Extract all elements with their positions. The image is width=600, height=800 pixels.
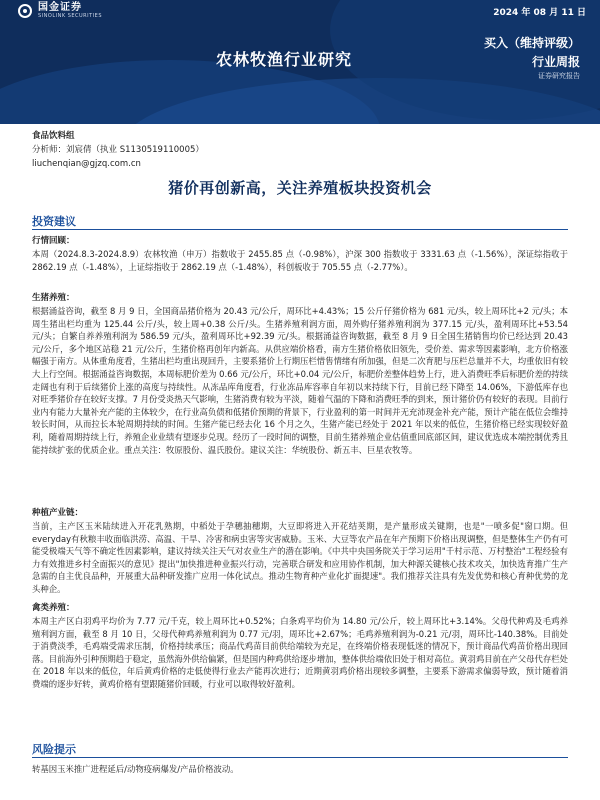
- rating: 买入（维持评级）: [483, 36, 580, 50]
- analyst-email[interactable]: liuchenqian@gjzq.com.cn: [32, 159, 141, 169]
- logo-name: 国金证券: [38, 2, 82, 13]
- paragraph-poultry: 本周主产区白羽鸡平均价为 7.77 元/千克，较上周环比+0.52%；白条鸡平均价为 14.80 元/公斤，较上周环比+3.14%。父母代种鸡及毛鸡养殖利润方面，截至 8 月 10 日，父母代种鸡养殖利润为 0.77 元/羽，周环比+2.67%；毛鸡养殖利润为-0.21 元/羽，周环比-140.38%。目前处于消费淡季，毛鸡端受需求压制，价格持续承压；商品代鸡苗目前供给端较为充足，在终端价格表现低迷的情况下，预计商品代鸡苗价格出现回落。目前海外引种预期趋于稳定，虽然海外供给偏紧，但是国内种鸡供给逐步增加，整体供给端依旧处于相对高位。黄羽鸡目前在产父母代存栏处在 2018 年以来的低位，年后黄鸡价格的走低使得行业去产能再次进行；近期黄羽鸡价格出现较多调整，主要系下游需求偏弱导致，预计随着消费端的逐步好转，黄鸡价格有望跟随猪价回暖，行业可以取得较好盈利。: [32, 616, 568, 689]
- section-title-invest: 投资建议: [32, 215, 76, 228]
- header-banner: [0, 0, 600, 124]
- report-type: 行业周报: [531, 55, 580, 69]
- sub-title-seed: 种植产业链：: [32, 508, 84, 518]
- logo-icon: [18, 4, 32, 18]
- report-date: 2024 年 08 月 11 日: [493, 8, 586, 18]
- analyst-info: [32, 129, 204, 171]
- sub-title-hog: 生猪养殖：: [32, 293, 75, 303]
- company-logo: [18, 0, 102, 22]
- paragraph-review: 本周（2024.8.3-2024.8.9）农林牧渔（申万）指数收于 2455.85 点（-0.98%），沪深 300 指数收于 3331.63 点（-1.56%），深证综指收于 2862.19 点（-1.48%），上证综指收于 2862.19 点（-1.48%），科创板收于 705.55 点（-2.77%）。: [32, 249, 568, 272]
- sub-title-review: 行情回顾：: [32, 236, 75, 246]
- page-title: 猪价再创新高，关注养殖板块投资机会: [168, 179, 432, 197]
- paragraph-risk: 转基因玉米推广进程延后/动物疫病爆发/产品价格波动。: [32, 764, 239, 774]
- report-subtitle: 证券研究报告: [538, 72, 580, 80]
- category: 食品饮料组: [32, 131, 75, 141]
- section-title-risk: 风险提示: [32, 743, 76, 756]
- report-title: 农林牧渔行业研究: [216, 50, 353, 69]
- sub-title-poultry: 禽类养殖：: [32, 603, 75, 613]
- logo-english: SINOLINK SECURITIES: [38, 13, 102, 19]
- analyst: 分析师：刘宸倩（执业 S1130519110005）: [32, 145, 204, 155]
- paragraph-hog: 根据涌益咨询，截至 8 月 9 日，全国商品猪价格为 20.43 元/公斤，周环比+4.43%；15 公斤仔猪价格为 681 元/头，较上周环比+2 元/头；本周生猪出栏均重为 125.44 公斤/头，较上周+0.38 公斤/头。生猪养殖利润方面，周外购仔猪养殖利润为 377.15 元/头，盈利周环比+53.54 元/头；自繁自养养殖利润为 586.59 元/头，盈利周环比+92.39 元/头。根据涌益咨询数据，截至 8 月 9 日全国生猪销售均价已经达到 20.43 元/公斤，多个地区站稳 21 元/公斤，生猪价格再创年内新高。从供应端价格看，南方生猪价格依旧领先，受价差、需求等因素影响，北方价格涨幅强于南方。从体重角度看，生猪出栏均重出现回升，主要系猪价上行期压栏惜售情绪有所加强，但是二次育肥与压栏总量并不大，均重依旧有较大上行空间。根据涌益咨询数据，本周标肥价差为 0.66 元/公斤，环比+0.04 元/公斤，标肥价差整体趋势上行，进入消费旺季后标肥价差的持续走阔也有利于后续猪价上涨的高度与持续性。从冻品库角度看，行业冻品库容率自年初以来持续下行，目前已经下降至 14.06%，下游低库存也对旺季猪价存在较好支撑。7 月份受炎热天气影响，生猪消费有较为平淡，随着气温的下降和消费旺季的到来，预计猪价仍有较好的表现。目前行业内有能力大量补充产能的主体较少，在行业高负债和低猪价预期的背景下，行业盈利的第一时间并无充沛现金补充产能，预计产能在低位会维持较长时间，从而拉长本轮周期持续的时间。生猪产能已经去化 16 个月之久，生猪产能已经处于 2021 年以来的低位，生猪价格已经实现较好盈利，随着周期持续上行，养殖企业业绩有望逐步兑现。经历了一段时间的调整，目前生猪养殖企业估值重回底部区间，建议优选成本端控制优秀且能持续扩张的优质企业。重点关注：牧原股份、温氏股份。建议关注：华统股份、新五丰、巨星农牧等。: [32, 306, 568, 455]
- paragraph-seed: 当前，主产区玉米陆续进入开花乳熟期，中稻处于孕穗抽穗期，大豆即将进入开花结荚期，是产量形成关键期，也是"一喷多促"窗口期。但everyday有秋粮丰收面临洪涝、高温、干旱、冷害和病虫害等灾害威胁。玉米、大豆等农产品在年产预期下价格出现调整，但是整体生产仍有可能受极端天气等不确定性因素影响，建议持续关注天气对农业生产的潜在影响。《中共中央国务院关于学习运用"千村示范、万村整治"工程经验有力有效推进乡村全面振兴的意见》提出"加快推进种业振兴行动，完善联合研发和应用协作机制，加大种源关键核心技术攻关，加快选育推广生产急需的自主优良品种，开展重大品种研发推广应用一体化试点。推动生物育种产业化扩面提速"。我们推荐关注具有先发优势和核心育种优势的龙头种企。: [32, 521, 568, 594]
- section-divider: [32, 757, 568, 758]
- section-divider: [32, 229, 568, 230]
